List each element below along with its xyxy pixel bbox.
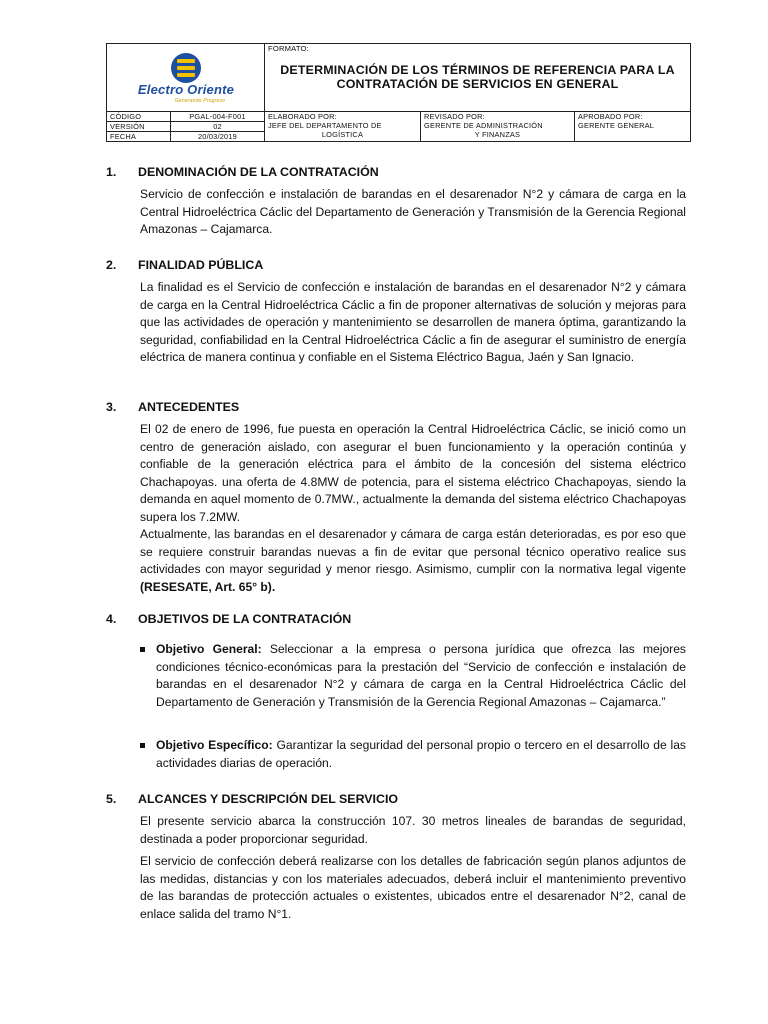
revisado-value-1: GERENTE DE ADMINISTRACIÓN — [424, 121, 543, 130]
codigo-label: CÓDIGO — [107, 112, 171, 122]
version-value: 02 — [171, 122, 265, 132]
paragraph-text: Actualmente, las barandas en el desarenador y cámara de carga están deterioradas, es por eso que se requiere construir barandas nuevas a fin de evitar que personal técnico operativo realice sus actividades con mayor seguridad y menor riesgo. Asimismo, cumplir con la normativa legal vigente — [140, 527, 686, 577]
bullet-label: Objetivo Específico: — [156, 738, 273, 752]
bullet-icon — [140, 647, 145, 652]
section-paragraph: Servicio de confección e instalación de barandas en el desarenador N°2 y cámara de carga en la Central Hidroeléctrica Cáclic del Departamento de Generación y Transmisión de la Gerencia Regional Amazonas – Cajamarca. — [140, 187, 686, 237]
electro-oriente-logo — [124, 46, 248, 108]
elaborado-cell — [265, 112, 421, 142]
elaborado-label: ELABORADO POR: — [268, 112, 337, 121]
section-title: FINALIDAD PÚBLICA — [138, 258, 264, 272]
section-title: ALCANCES Y DESCRIPCIÓN DEL SERVICIO — [138, 792, 399, 806]
section-title: ANTECEDENTES — [138, 400, 240, 414]
document-title — [268, 63, 687, 91]
bullet-icon — [140, 743, 145, 748]
aprobado-label: APROBADO POR: — [578, 112, 643, 121]
elaborado-value-1: JEFE DEL DEPARTAMENTO DE — [268, 121, 382, 130]
section-paragraph: El 02 de enero de 1996, fue puesta en operación la Central Hidroeléctrica Cáclic, se inició como un centro de generación aislado, con asegurar el buen funcionamiento y la operación continúa y confiable de la generación eléctrica para el ámbito de la concesión del sistema eléctrico Chachapoyas. una oferta de 4.8MW de potencia, para el sistema eléctrico Chachapoyas, siendo la demanda en aquel momento de 0.7MW., actualmente la demanda del sistema eléctrico Chachapoyas supera los 7.2MW. — [140, 422, 686, 524]
section-title: OBJETIVOS DE LA CONTRATACIÓN — [138, 612, 352, 626]
section-paragraph-2: El servicio de confección deberá realizarse con los detalles de fabricación según planos adjuntos de las medidas, distancias y con los materiales adecuados, deberá incluir el mantenimiento preventivo de las barandas de protección actuales o existentes, ubicados entre el desarenador N°2, canal de enlace salida del tramo N°1. — [140, 854, 686, 921]
logo-tagline-text: Generando Progreso — [174, 97, 225, 104]
aprobado-cell — [575, 112, 691, 142]
section-number: 1. — [106, 165, 117, 179]
list-item — [140, 641, 686, 711]
bullet-text: Seleccionar a la empresa o persona jurídica que ofrezca las mejores condiciones técnico-económicas para la prestación del “Servicio de confección e instalación de barandas en el desarenador N°2 y cámara de carga en la Central Hidroeléctrica Cáclic del Departamento de Generación y Transmisión de la Gerencia Regional Amazonas – Cajamarca.” — [156, 642, 686, 709]
codigo-value: PGAL-004-F001 — [171, 112, 265, 122]
format-label: FORMATO: — [268, 44, 309, 53]
logo-cell — [107, 44, 265, 112]
section-paragraph: La finalidad es el Servicio de confección e instalación de barandas en el desarenador N°2 y cámara de carga en la Central Hidroeléctrica Cáclic a fin de proponer alternativas de solución y mejoras para que las actividades de operación y mantenimiento se desarrollen de manera óptima, garantizando la seguridad, confiabilidad en la Central Hidroeléctrica Cáclic a fin de asegurar el suministro de energía eléctrica de manera continua y confiable en el Sistema Eléctrico Bagua, Jaén y San Ignacio. — [140, 280, 686, 365]
elaborado-value-2: LOGÍSTICA — [321, 130, 364, 139]
aprobado-value: GERENTE GENERAL — [578, 121, 655, 130]
revisado-value-2: Y FINANZAS — [474, 130, 521, 139]
section-number: 5. — [106, 792, 117, 806]
section-number: 4. — [106, 612, 117, 626]
revisado-cell — [421, 112, 575, 142]
section-title: DENOMINACIÓN DE LA CONTRATACIÓN — [138, 165, 379, 179]
title-line-2: CONTRATACIÓN DE SERVICIOS EN GENERAL — [336, 77, 619, 91]
fecha-value: 20/03/2019 — [171, 132, 265, 142]
section-paragraph: El presente servicio abarca la construcción 107. 30 metros lineales de barandas de seguridad, destinada a poder proporcionar seguridad. — [140, 814, 686, 846]
bullet-text: Garantizar la seguridad del personal propio o tercero en el desarrollo de las actividades diarias de operación. — [156, 738, 686, 770]
list-item — [140, 737, 686, 772]
legal-reference: (RESESATE, Art. 65° b). — [140, 579, 276, 594]
title-line-1: DETERMINACIÓN DE LOS TÉRMINOS DE REFERENCIA PARA LA — [280, 63, 675, 77]
logo-brand-text: Electro Oriente — [137, 81, 234, 97]
format-title-cell — [265, 44, 691, 112]
revisado-label: REVISADO POR: — [424, 112, 485, 121]
document-header-table — [106, 43, 691, 142]
section-number: 3. — [106, 400, 117, 414]
fecha-label: FECHA — [107, 132, 171, 142]
bullet-label: Objetivo General: — [156, 642, 262, 656]
version-label: VERSIÓN — [107, 122, 171, 132]
section-paragraph-2 — [140, 526, 686, 596]
section-number: 2. — [106, 258, 117, 272]
